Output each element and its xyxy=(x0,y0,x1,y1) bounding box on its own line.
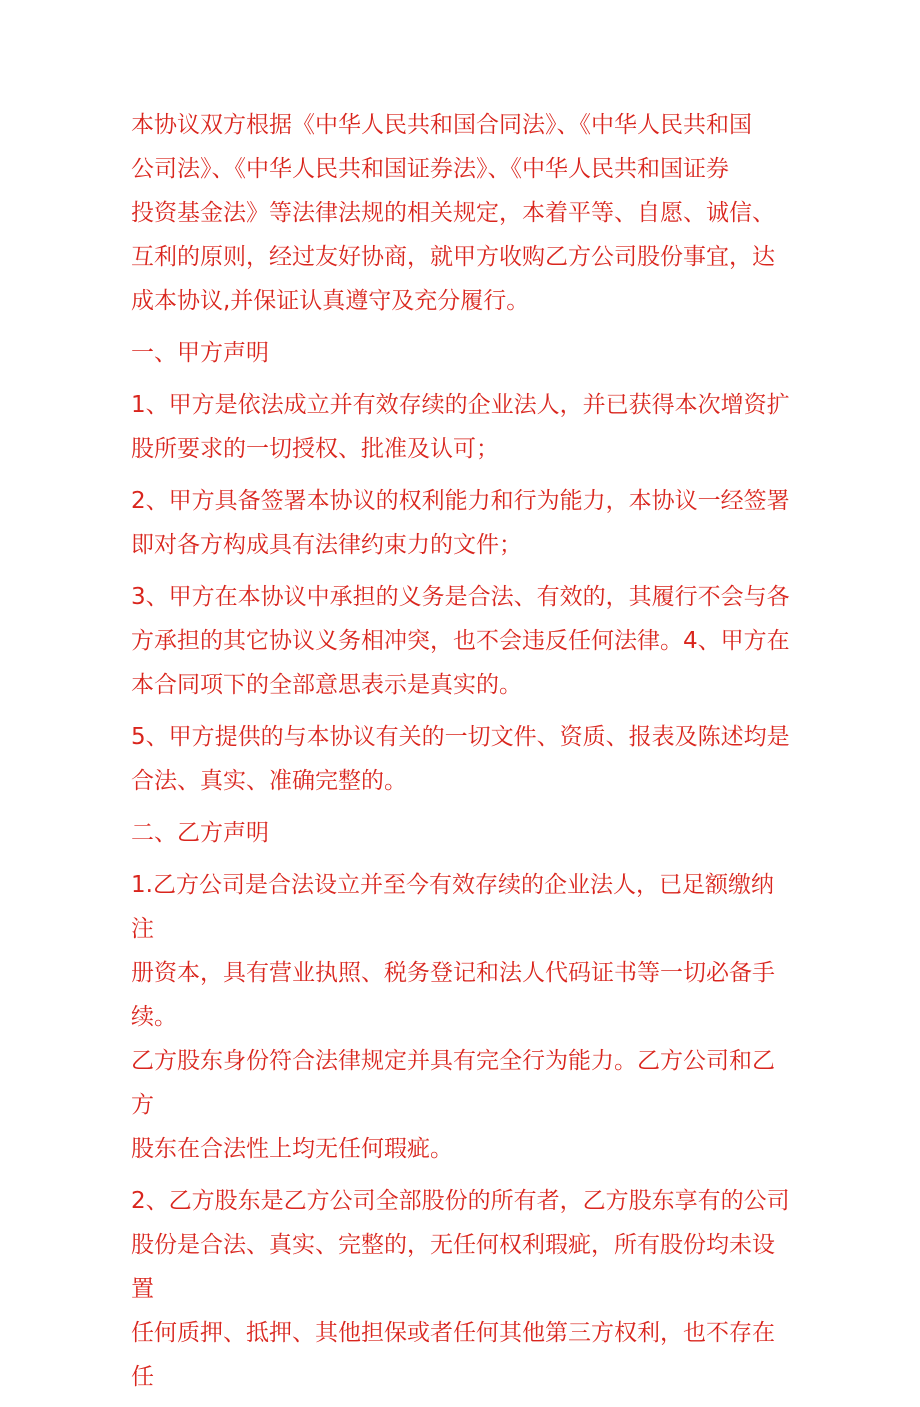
text-line: 股所要求的一切授权、批准及认可； xyxy=(131,436,499,462)
text-line: 本协议双方根据《中华人民共和国合同法》、《中华人民共和国 xyxy=(131,112,752,138)
text-line: 即对各方构成具有法律约束力的文件； xyxy=(131,532,522,558)
clause-b-2 xyxy=(131,1179,791,1399)
text-line: 合法、真实、准确完整的。 xyxy=(131,768,407,794)
text-line: 2、乙方股东是乙方公司全部股份的所有者，乙方股东享有的公司 xyxy=(131,1188,790,1214)
clause-b-1 xyxy=(131,863,791,1171)
section-heading-party-a xyxy=(131,331,791,375)
text-line: 5、甲方提供的与本协议有关的一切文件、资质、报表及陈述均是 xyxy=(131,724,790,750)
text-line: 方承担的其它协议义务相冲突，也不会违反任何法律。4、甲方在 xyxy=(131,628,790,654)
text-line: 公司法》、《中华人民共和国证券法》、《中华人民共和国证券 xyxy=(131,156,729,182)
heading-text: 一、甲方声明 xyxy=(131,340,269,366)
text-line: 任何质押、抵押、其他担保或者任何其他第三方权利，也不存在任 xyxy=(131,1320,775,1390)
clause-a-5 xyxy=(131,715,791,803)
text-line: 2、甲方具备签署本协议的权利能力和行为能力，本协议一经签署 xyxy=(131,488,790,514)
text-line: 3、甲方在本协议中承担的义务是合法、有效的，其履行不会与各 xyxy=(131,584,790,610)
section-heading-party-b xyxy=(131,811,791,855)
preamble-paragraph xyxy=(131,103,791,323)
text-line: 1.乙方公司是合法设立并至今有效存续的企业法人，已足额缴纳注 xyxy=(131,872,774,942)
heading-text: 二、乙方声明 xyxy=(131,820,269,846)
text-line: 册资本，具有营业执照、税务登记和法人代码证书等一切必备手续。 xyxy=(131,960,775,1030)
text-line: 股东在合法性上均无任何瑕疵。 xyxy=(131,1136,453,1162)
document-page xyxy=(131,103,791,1407)
text-line: 乙方股东身份符合法律规定并具有完全行为能力。乙方公司和乙方 xyxy=(131,1048,775,1118)
clause-a-1 xyxy=(131,383,791,471)
clause-a-3 xyxy=(131,575,791,707)
text-line: 1、甲方是依法成立并有效存续的企业法人，并已获得本次增资扩 xyxy=(131,392,790,418)
clause-a-2 xyxy=(131,479,791,567)
text-line: 成本协议,并保证认真遵守及充分履行。 xyxy=(131,288,530,314)
text-line: 投资基金法》等法律法规的相关规定，本着平等、自愿、诚信、 xyxy=(131,200,775,226)
text-line: 互利的原则，经过友好协商，就甲方收购乙方公司股份事宜，达 xyxy=(131,244,775,270)
text-line: 本合同项下的全部意思表示是真实的。 xyxy=(131,672,522,698)
text-line: 股份是合法、真实、完整的，无任何权利瑕疵，所有股份均未设置 xyxy=(131,1232,775,1302)
